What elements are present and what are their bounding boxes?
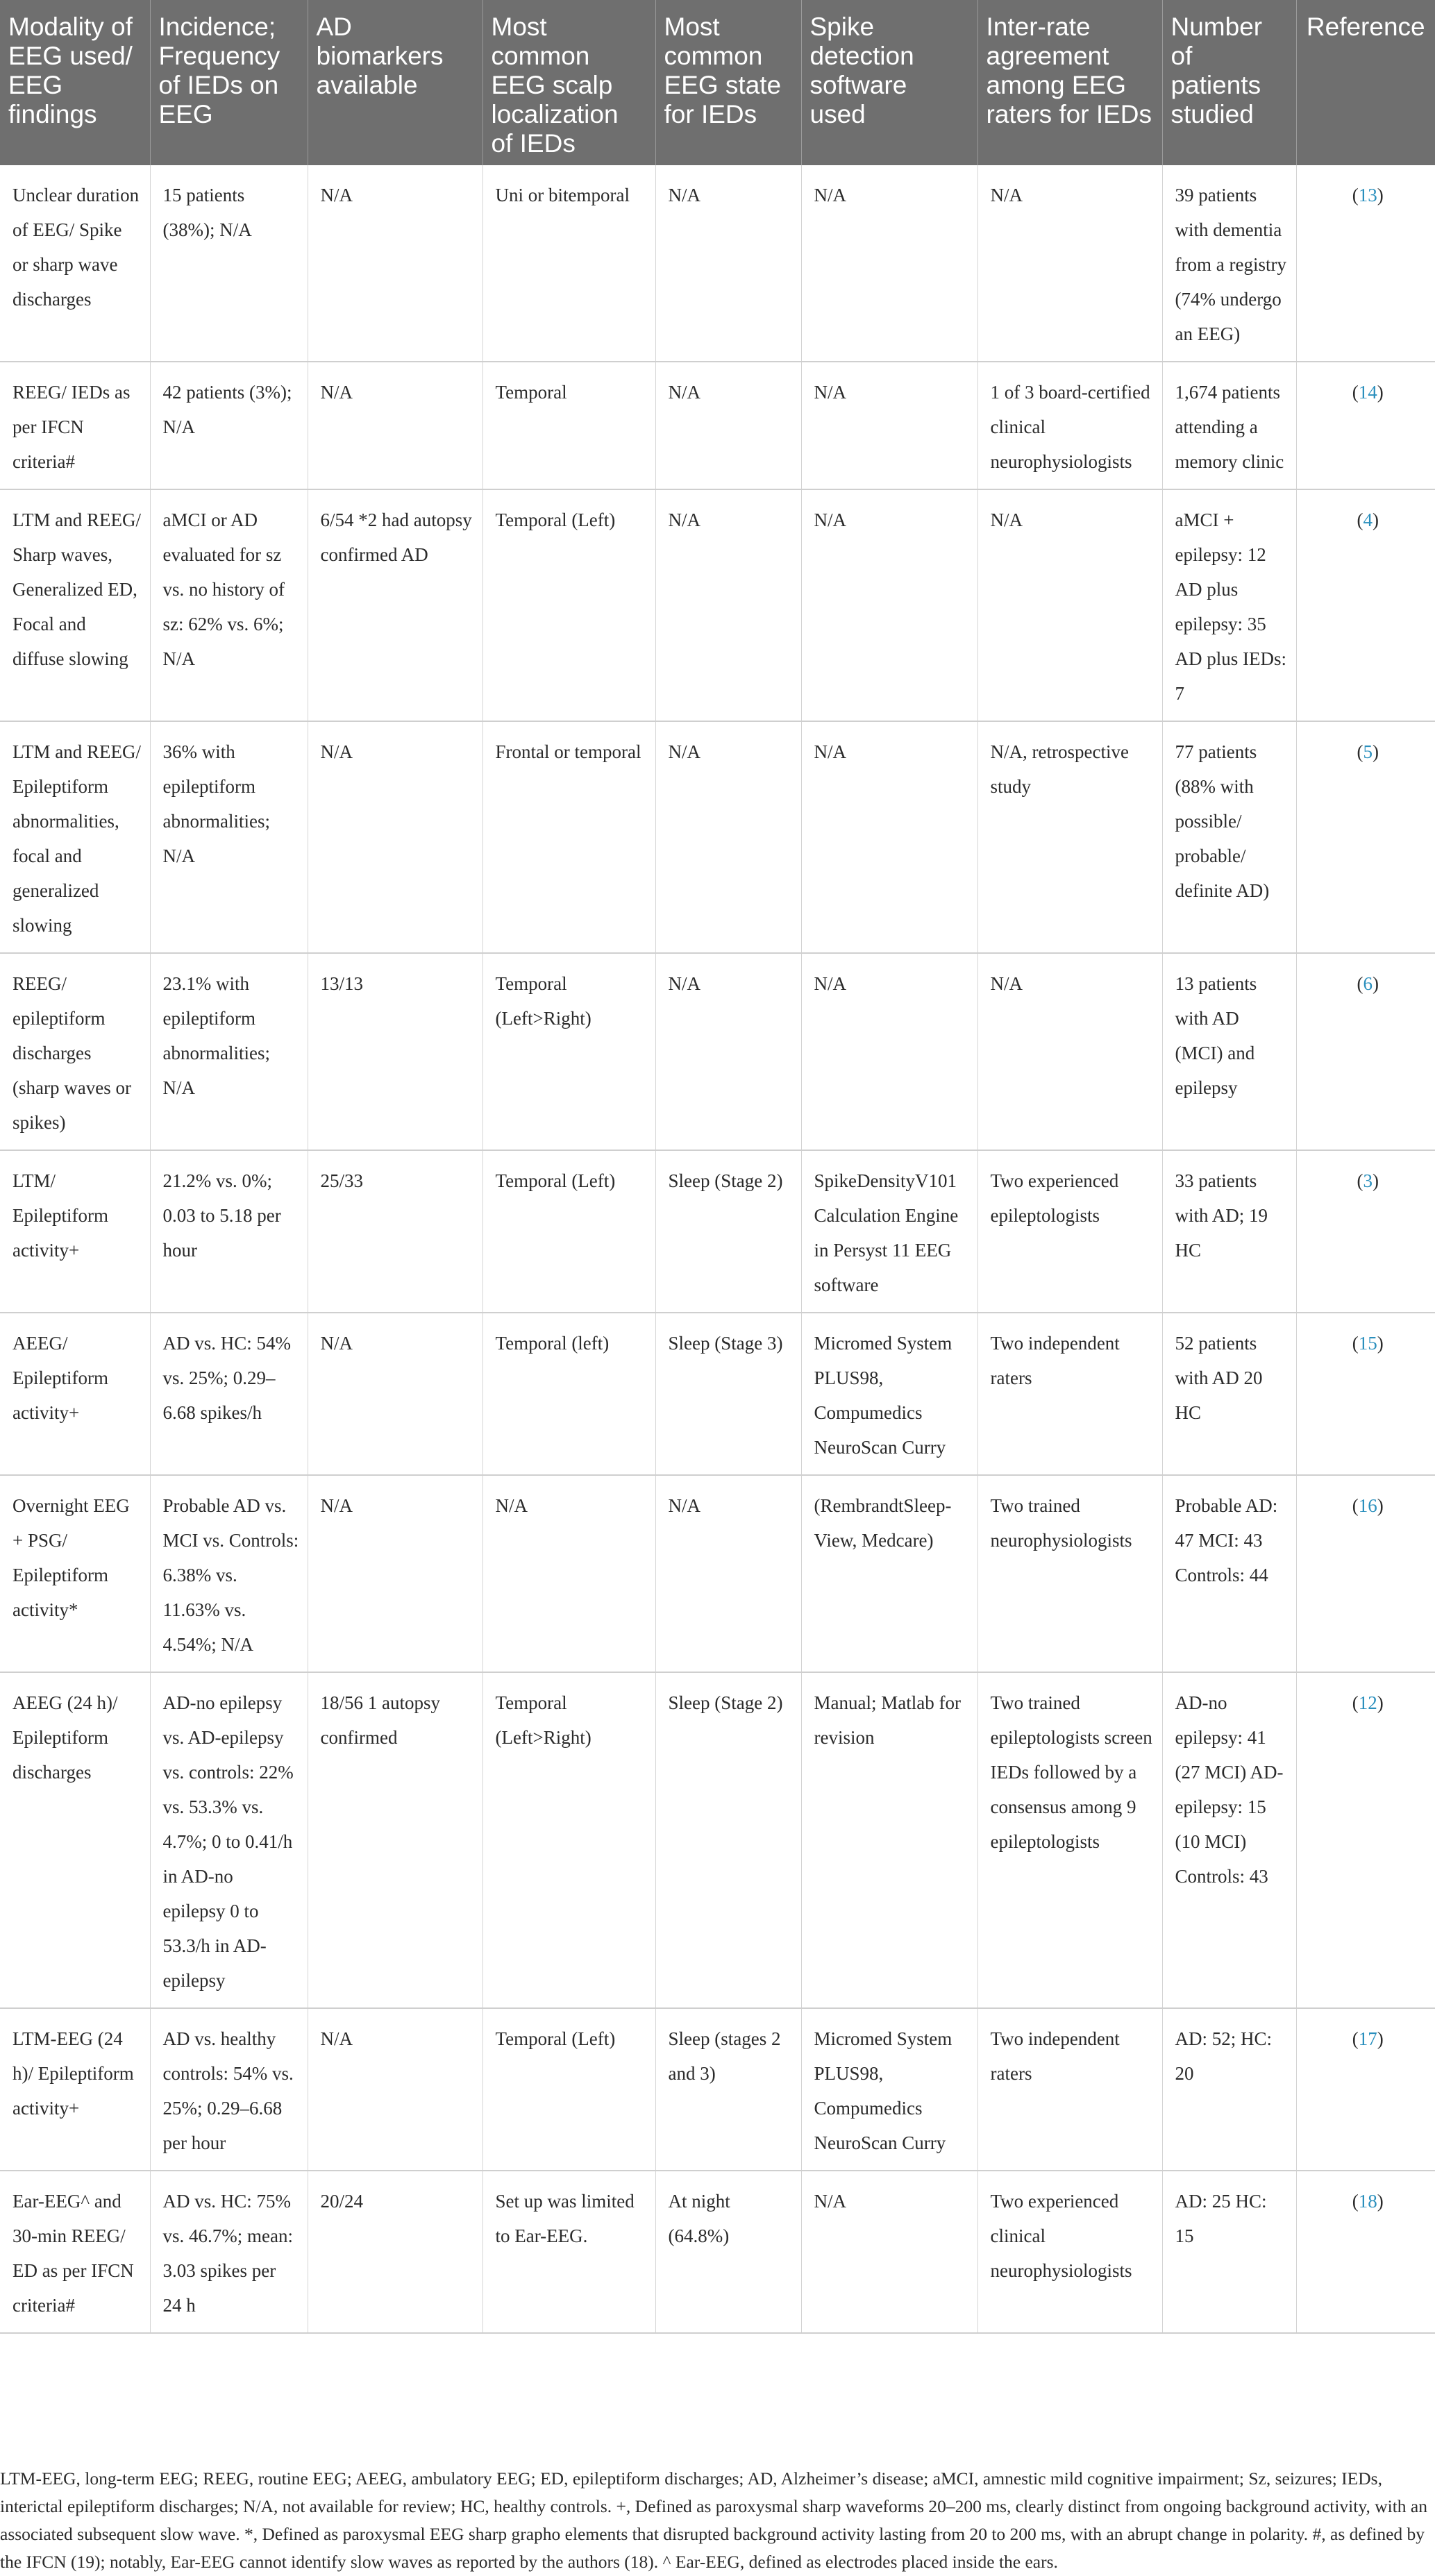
localization-cell: Temporal (Left>Right) (482, 953, 655, 1150)
localization-cell: Temporal (Left) (482, 1150, 655, 1313)
inter-rater-cell: N/A, retrospective study (977, 721, 1162, 953)
localization-cell: Temporal (Left) (482, 489, 655, 721)
inter-rater-cell: N/A (977, 953, 1162, 1150)
header-incidence: Incidence; Frequency of IEDs on EEG (150, 0, 308, 165)
table-footnote: LTM-EEG, long-term EEG; REEG, routine EEG; AEEG, ambulatory EEG; ED, epileptiform discharges; AD, Alzheimer’s disease; aMCI, amnestic mild cognitive impairment; Sz, seizures; IEDs, interictal epileptiform discharges; N/A, not available for review; HC, healthy controls. +, Defined as paroxysmal sharp waveforms 20–200 ms, clearly distinct from ongoing background activity, with an associated subsequent slow wave. *, Defined as paroxysmal EEG sharp grapho elements that disrupted background activity lasting from 20 to 200 ms, with an abrupt change in polarity. #, as defined by the IFCN (19); notably, Ear-EEG cannot identify slow waves as reported by the authors (18). ^ Ear-EEG, defined as electrodes placed inside the ears. (0, 2468, 1427, 2572)
modality-cell: LTM and REEG/ Epileptiform abnormalities, focal and generalized slowing (0, 721, 150, 953)
software-cell: N/A (801, 489, 977, 721)
eeg-state-cell: Sleep (stages 2 and 3) (655, 2008, 801, 2171)
biomarkers-cell: 6/54 *2 had autopsy confirmed AD (308, 489, 482, 721)
reference-cell: (18) (1296, 2171, 1435, 2333)
header-software: Spike detection software used (801, 0, 977, 165)
reference-cell: (15) (1296, 1313, 1435, 1475)
patients-cell: 52 patients with AD 20 HC (1162, 1313, 1296, 1475)
software-cell: N/A (801, 165, 977, 362)
patients-cell: 33 patients with AD; 19 HC (1162, 1150, 1296, 1313)
patients-cell: AD-no epilepsy: 41 (27 MCI) AD-epilepsy: 15 (10 MCI) Controls: 43 (1162, 1672, 1296, 2008)
reference-cell: (6) (1296, 953, 1435, 1150)
eeg-state-cell: N/A (655, 489, 801, 721)
reference-link[interactable]: 3 (1363, 1170, 1373, 1191)
inter-rater-cell: Two trained epileptologists screen IEDs followed by a consensus among 9 epileptologists (977, 1672, 1162, 2008)
biomarkers-cell: N/A (308, 165, 482, 362)
localization-cell: Frontal or temporal (482, 721, 655, 953)
reference-link[interactable]: 17 (1358, 2028, 1377, 2049)
inter-rater-cell: 1 of 3 board-certified clinical neurophysiologists (977, 362, 1162, 489)
inter-rater-cell: Two experienced epileptologists (977, 1150, 1162, 1313)
modality-cell: Ear-EEG^ and 30-min REEG/ ED as per IFCN criteria# (0, 2171, 150, 2333)
software-cell: N/A (801, 953, 977, 1150)
software-cell: N/A (801, 362, 977, 489)
patients-cell: Probable AD: 47 MCI: 43 Controls: 44 (1162, 1475, 1296, 1672)
header-inter-rater: Inter-rate agreement among EEG raters for IEDs (977, 0, 1162, 165)
biomarkers-cell: N/A (308, 721, 482, 953)
modality-cell: Overnight EEG + PSG/ Epileptiform activity* (0, 1475, 150, 1672)
modality-cell: LTM and REEG/ Sharp waves, Generalized ED, Focal and diffuse slowing (0, 489, 150, 721)
reference-link[interactable]: 12 (1358, 1692, 1377, 1713)
inter-rater-cell: Two independent raters (977, 1313, 1162, 1475)
biomarkers-cell: N/A (308, 1313, 482, 1475)
eeg-state-cell: Sleep (Stage 3) (655, 1313, 801, 1475)
localization-cell: Set up was limited to Ear-EEG. (482, 2171, 655, 2333)
reference-link[interactable]: 14 (1358, 382, 1377, 403)
biomarkers-cell: N/A (308, 1475, 482, 1672)
reference-cell: (12) (1296, 1672, 1435, 2008)
inter-rater-cell: Two independent raters (977, 2008, 1162, 2171)
table-row (0, 362, 1435, 489)
table-row (0, 489, 1435, 721)
software-cell: Micromed System PLUS98, Compumedics NeuroScan Curry (801, 1313, 977, 1475)
incidence-cell: 23.1% with epileptiform abnormalities; N/A (150, 953, 308, 1150)
reference-cell: (3) (1296, 1150, 1435, 1313)
localization-cell: N/A (482, 1475, 655, 1672)
modality-cell: LTM/ Epileptiform activity+ (0, 1150, 150, 1313)
patients-cell: AD: 25 HC: 15 (1162, 2171, 1296, 2333)
incidence-cell: 15 patients (38%); N/A (150, 165, 308, 362)
table-row (0, 1313, 1435, 1475)
modality-cell: Unclear duration of EEG/ Spike or sharp wave discharges (0, 165, 150, 362)
header-eeg-state: Most common EEG state for IEDs (655, 0, 801, 165)
incidence-cell: 36% with epileptiform abnormalities; N/A (150, 721, 308, 953)
patients-cell: 39 patients with dementia from a registry (74% undergo an EEG) (1162, 165, 1296, 362)
table-row (0, 721, 1435, 953)
reference-cell: (17) (1296, 2008, 1435, 2171)
biomarkers-cell: 20/24 (308, 2171, 482, 2333)
modality-cell: AEEG (24 h)/ Epileptiform discharges (0, 1672, 150, 2008)
patients-cell: 13 patients with AD (MCI) and epilepsy (1162, 953, 1296, 1150)
eeg-state-cell: N/A (655, 165, 801, 362)
reference-cell: (5) (1296, 721, 1435, 953)
incidence-cell: AD vs. healthy controls: 54% vs. 25%; 0.29–6.68 per hour (150, 2008, 308, 2171)
table-row (0, 1150, 1435, 1313)
table-row (0, 1672, 1435, 2008)
localization-cell: Uni or bitemporal (482, 165, 655, 362)
software-cell: (RembrandtSleep-View, Medcare) (801, 1475, 977, 1672)
reference-cell: (13) (1296, 165, 1435, 362)
patients-cell: aMCI + epilepsy: 12 AD plus epilepsy: 35 AD plus IEDs: 7 (1162, 489, 1296, 721)
biomarkers-cell: 13/13 (308, 953, 482, 1150)
incidence-cell: 21.2% vs. 0%; 0.03 to 5.18 per hour (150, 1150, 308, 1313)
biomarkers-cell: 18/56 1 autopsy confirmed (308, 1672, 482, 2008)
incidence-cell: 42 patients (3%); N/A (150, 362, 308, 489)
incidence-cell: aMCI or AD evaluated for sz vs. no history of sz: 62% vs. 6%; N/A (150, 489, 308, 721)
localization-cell: Temporal (left) (482, 1313, 655, 1475)
reference-link[interactable]: 4 (1363, 510, 1373, 530)
software-cell: SpikeDensityV101 Calculation Engine in Persyst 11 EEG software (801, 1150, 977, 1313)
localization-cell: Temporal (Left>Right) (482, 1672, 655, 2008)
eeg-state-cell: N/A (655, 362, 801, 489)
eeg-state-cell: N/A (655, 953, 801, 1150)
inter-rater-cell: N/A (977, 489, 1162, 721)
header-biomarkers: AD biomarkers available (308, 0, 482, 165)
software-cell: Manual; Matlab for revision (801, 1672, 977, 2008)
header-reference: Reference (1296, 0, 1435, 165)
table-row (0, 165, 1435, 362)
localization-cell: Temporal (482, 362, 655, 489)
eeg-state-cell: At night (64.8%) (655, 2171, 801, 2333)
patients-cell: AD: 52; HC: 20 (1162, 2008, 1296, 2171)
software-cell: N/A (801, 2171, 977, 2333)
patients-cell: 1,674 patients attending a memory clinic (1162, 362, 1296, 489)
inter-rater-cell: Two trained neurophysiologists (977, 1475, 1162, 1672)
incidence-cell: AD vs. HC: 54% vs. 25%; 0.29–6.68 spikes/h (150, 1313, 308, 1475)
incidence-cell: Probable AD vs. MCI vs. Controls: 6.38% vs. 11.63% vs. 4.54%; N/A (150, 1475, 308, 1672)
table-row (0, 2008, 1435, 2171)
modality-cell: REEG/ epileptiform discharges (sharp waves or spikes) (0, 953, 150, 1150)
reference-link[interactable]: 18 (1358, 2191, 1377, 2212)
reference-link[interactable]: 5 (1363, 741, 1373, 762)
modality-cell: REEG/ IEDs as per IFCN criteria# (0, 362, 150, 489)
software-cell: Micromed System PLUS98, Compumedics NeuroScan Curry (801, 2008, 977, 2171)
reference-link[interactable]: 15 (1358, 1333, 1377, 1354)
incidence-cell: AD-no epilepsy vs. AD-epilepsy vs. controls: 22% vs. 53.3% vs. 4.7%; 0 to 0.41/h in AD-no epilepsy 0 to 53.3/h in AD-epilepsy (150, 1672, 308, 2008)
modality-cell: LTM-EEG (24 h)/ Epileptiform activity+ (0, 2008, 150, 2171)
table-header-row (0, 0, 1435, 165)
eeg-state-cell: Sleep (Stage 2) (655, 1150, 801, 1313)
inter-rater-cell: N/A (977, 165, 1162, 362)
reference-cell: (14) (1296, 362, 1435, 489)
patients-cell: 77 patients (88% with possible/ probable/ definite AD) (1162, 721, 1296, 953)
reference-link[interactable]: 16 (1358, 1495, 1377, 1516)
eeg-state-cell: N/A (655, 1475, 801, 1672)
header-patients: Number of patients studied (1162, 0, 1296, 165)
localization-cell: Temporal (Left) (482, 2008, 655, 2171)
header-localization: Most common EEG scalp localization of IEDs (482, 0, 655, 165)
reference-cell: (4) (1296, 489, 1435, 721)
biomarkers-cell: N/A (308, 362, 482, 489)
table-row (0, 2171, 1435, 2333)
table-row (0, 953, 1435, 1150)
inter-rater-cell: Two experienced clinical neurophysiologists (977, 2171, 1162, 2333)
table-row (0, 1475, 1435, 1672)
reference-link[interactable]: 13 (1358, 185, 1377, 205)
header-modality: Modality of EEG used/ EEG findings (0, 0, 150, 165)
eeg-state-cell: N/A (655, 721, 801, 953)
modality-cell: AEEG/ Epileptiform activity+ (0, 1313, 150, 1475)
software-cell: N/A (801, 721, 977, 953)
reference-cell: (16) (1296, 1475, 1435, 1672)
biomarkers-cell: 25/33 (308, 1150, 482, 1313)
eeg-state-cell: Sleep (Stage 2) (655, 1672, 801, 2008)
reference-link[interactable]: 6 (1363, 973, 1373, 994)
incidence-cell: AD vs. HC: 75% vs. 46.7%; mean: 3.03 spikes per 24 h (150, 2171, 308, 2333)
biomarkers-cell: N/A (308, 2008, 482, 2171)
